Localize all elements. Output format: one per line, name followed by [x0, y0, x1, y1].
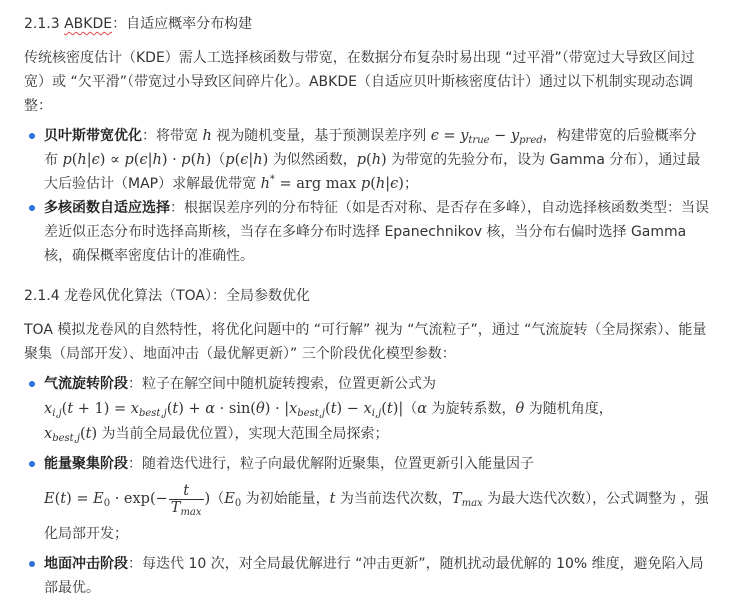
item-text: 为旋转系数， [427, 401, 516, 417]
item-text: （ [210, 491, 225, 507]
list-item-bayesian-bandwidth: 贝叶斯带宽优化：将带宽 h 视为随机变量，基于预测误差序列 $\epsilon = y_{true} - y_{pred}$，构建带宽的后验概率分布 p(h|ϵ) ∝ p(ϵ|h) · p(h)（p(ϵ|h) 为似然函数，p(h) 为带宽的先验分布，设为 Gamma 分布），通过最大后验估计（MAP）求解最优带宽 h* = arg max p(h|ϵ)； [24, 124, 709, 196]
item-text: ； [403, 176, 418, 192]
abkde-intro-paragraph: 传统核密度估计（KDE）需人工选择核函数与带宽，在数据分布复杂时易出现 “过平滑”（带宽过大导致区间过宽）或 “欠平滑”（带宽过小导致区间碎片化）。ABKDE（自适应贝叶斯核密度估计）通过以下机制实现动态调整： [24, 50, 695, 114]
abkde-mechanism-list [24, 124, 709, 268]
item-term: 地面冲击阶段 [44, 556, 128, 572]
item-term: 多核函数自适应选择 [44, 200, 170, 216]
item-text: ：粒子在解空间中随机旋转搜索，位置更新公式为 [128, 376, 436, 392]
section-abbr: ABKDE [64, 16, 113, 32]
item-text: 为当前迭代次数， [335, 491, 452, 507]
fraction: $\frac{t}{T_{max}}$ [170, 482, 202, 518]
item-term: 贝叶斯带宽优化 [44, 128, 142, 144]
item-text: 为初始能量， [241, 491, 330, 507]
item-text: 为最大迭代次数），公式调整为 ，强化局部开发； [44, 491, 709, 542]
rotation-formula: $x_{i,j}(t + 1) = x_{best,j}(t) + \alpha \cdot \sin(\theta) \cdot |x_{best,j}(t) - x_{i,j}(t)|$ [44, 401, 404, 419]
energy-formula: $E(t) = E_0 \cdot \exp(-$ $\frac{t}{T_{max}}$ ) [44, 482, 211, 518]
item-text: 为随机角度， [524, 401, 613, 417]
item-text: 为带宽的先验分布，设为 Gamma 分布），通过最大后验估计（MAP）求解最优带宽 [44, 152, 701, 192]
toa-intro-paragraph: TOA 模拟龙卷风的自然特性，将优化问题中的 “可行解” 视为 “气流粒子”，通过 “气流旋转（全局探索）、能量聚集（局部开发）、地面冲击（最优解更新）” 三个阶段优化模型参数： [24, 322, 707, 362]
section-heading-abkde [24, 14, 709, 34]
item-text: ：将带宽 [142, 128, 203, 144]
list-item-impact-phase [24, 552, 709, 600]
item-text: ：根据误差序列的分布特征（如是否对称、是否存在多峰），自动选择核函数类型：当误差近似正态分布时选择高斯核，当存在多峰分布时选择 Epanechnikov 核，当分布右偏时选择 Gamma 核，确保概率密度估计的准确性。 [44, 200, 709, 264]
list-item-multi-kernel [24, 196, 709, 268]
item-term: 能量聚集阶段 [44, 456, 128, 472]
item-text: （ [211, 152, 226, 168]
item-text: 视为随机变量，基于预测误差序列 [211, 128, 431, 144]
section-title-rest: ：自适应概率分布构建 [112, 16, 253, 32]
toa-phase-list [24, 372, 709, 600]
item-text: 为似然函数， [268, 152, 357, 168]
list-item-energy-phase: 能量聚集阶段：随着迭代进行，粒子向最优解附近聚集，位置更新引入能量因子 $E(t) = E_0 \cdot \exp(-$ $\frac{t}{T_{max}}$ )（$E_0$ 为初始能量，t 为当前迭代次数，$T_{max}$ 为最大迭代次数），公式调整为 ，强化局部开发； [24, 452, 709, 546]
item-text: ，构建带宽的后验概率分布 [44, 128, 697, 168]
item-text: ：每迭代 10 次，对全局最优解进行 “冲击更新”，随机扰动最优解的 10% 维度，避免陷入局部最优。 [44, 556, 704, 596]
item-text: （ [403, 401, 418, 417]
item-text: 为当前全局最优位置），实现大范围全局探索； [97, 426, 389, 442]
list-item-rotation-phase: 气流旋转阶段：粒子在解空间中随机旋转搜索，位置更新公式为 $x_{i,j}(t + 1) = x_{best,j}(t) + \alpha \cdot \sin(\theta) \cdot |x_{best,j}(t) - x_{i,j}(t)|(\alpha$ 为旋转系数，θ 为随机角度， $x_{best,j}(t)$ 为当前全局最优位置），实现大范围全局探索； [24, 372, 709, 446]
section-number: 2.1.3 [24, 16, 60, 32]
section-heading-toa: 2.1.4 龙卷风优化算法（TOA）：全局参数优化 [24, 288, 310, 304]
item-text: ：随着迭代进行，粒子向最优解附近聚集，位置更新引入能量因子 [128, 456, 534, 472]
item-term: 气流旋转阶段 [44, 376, 128, 392]
